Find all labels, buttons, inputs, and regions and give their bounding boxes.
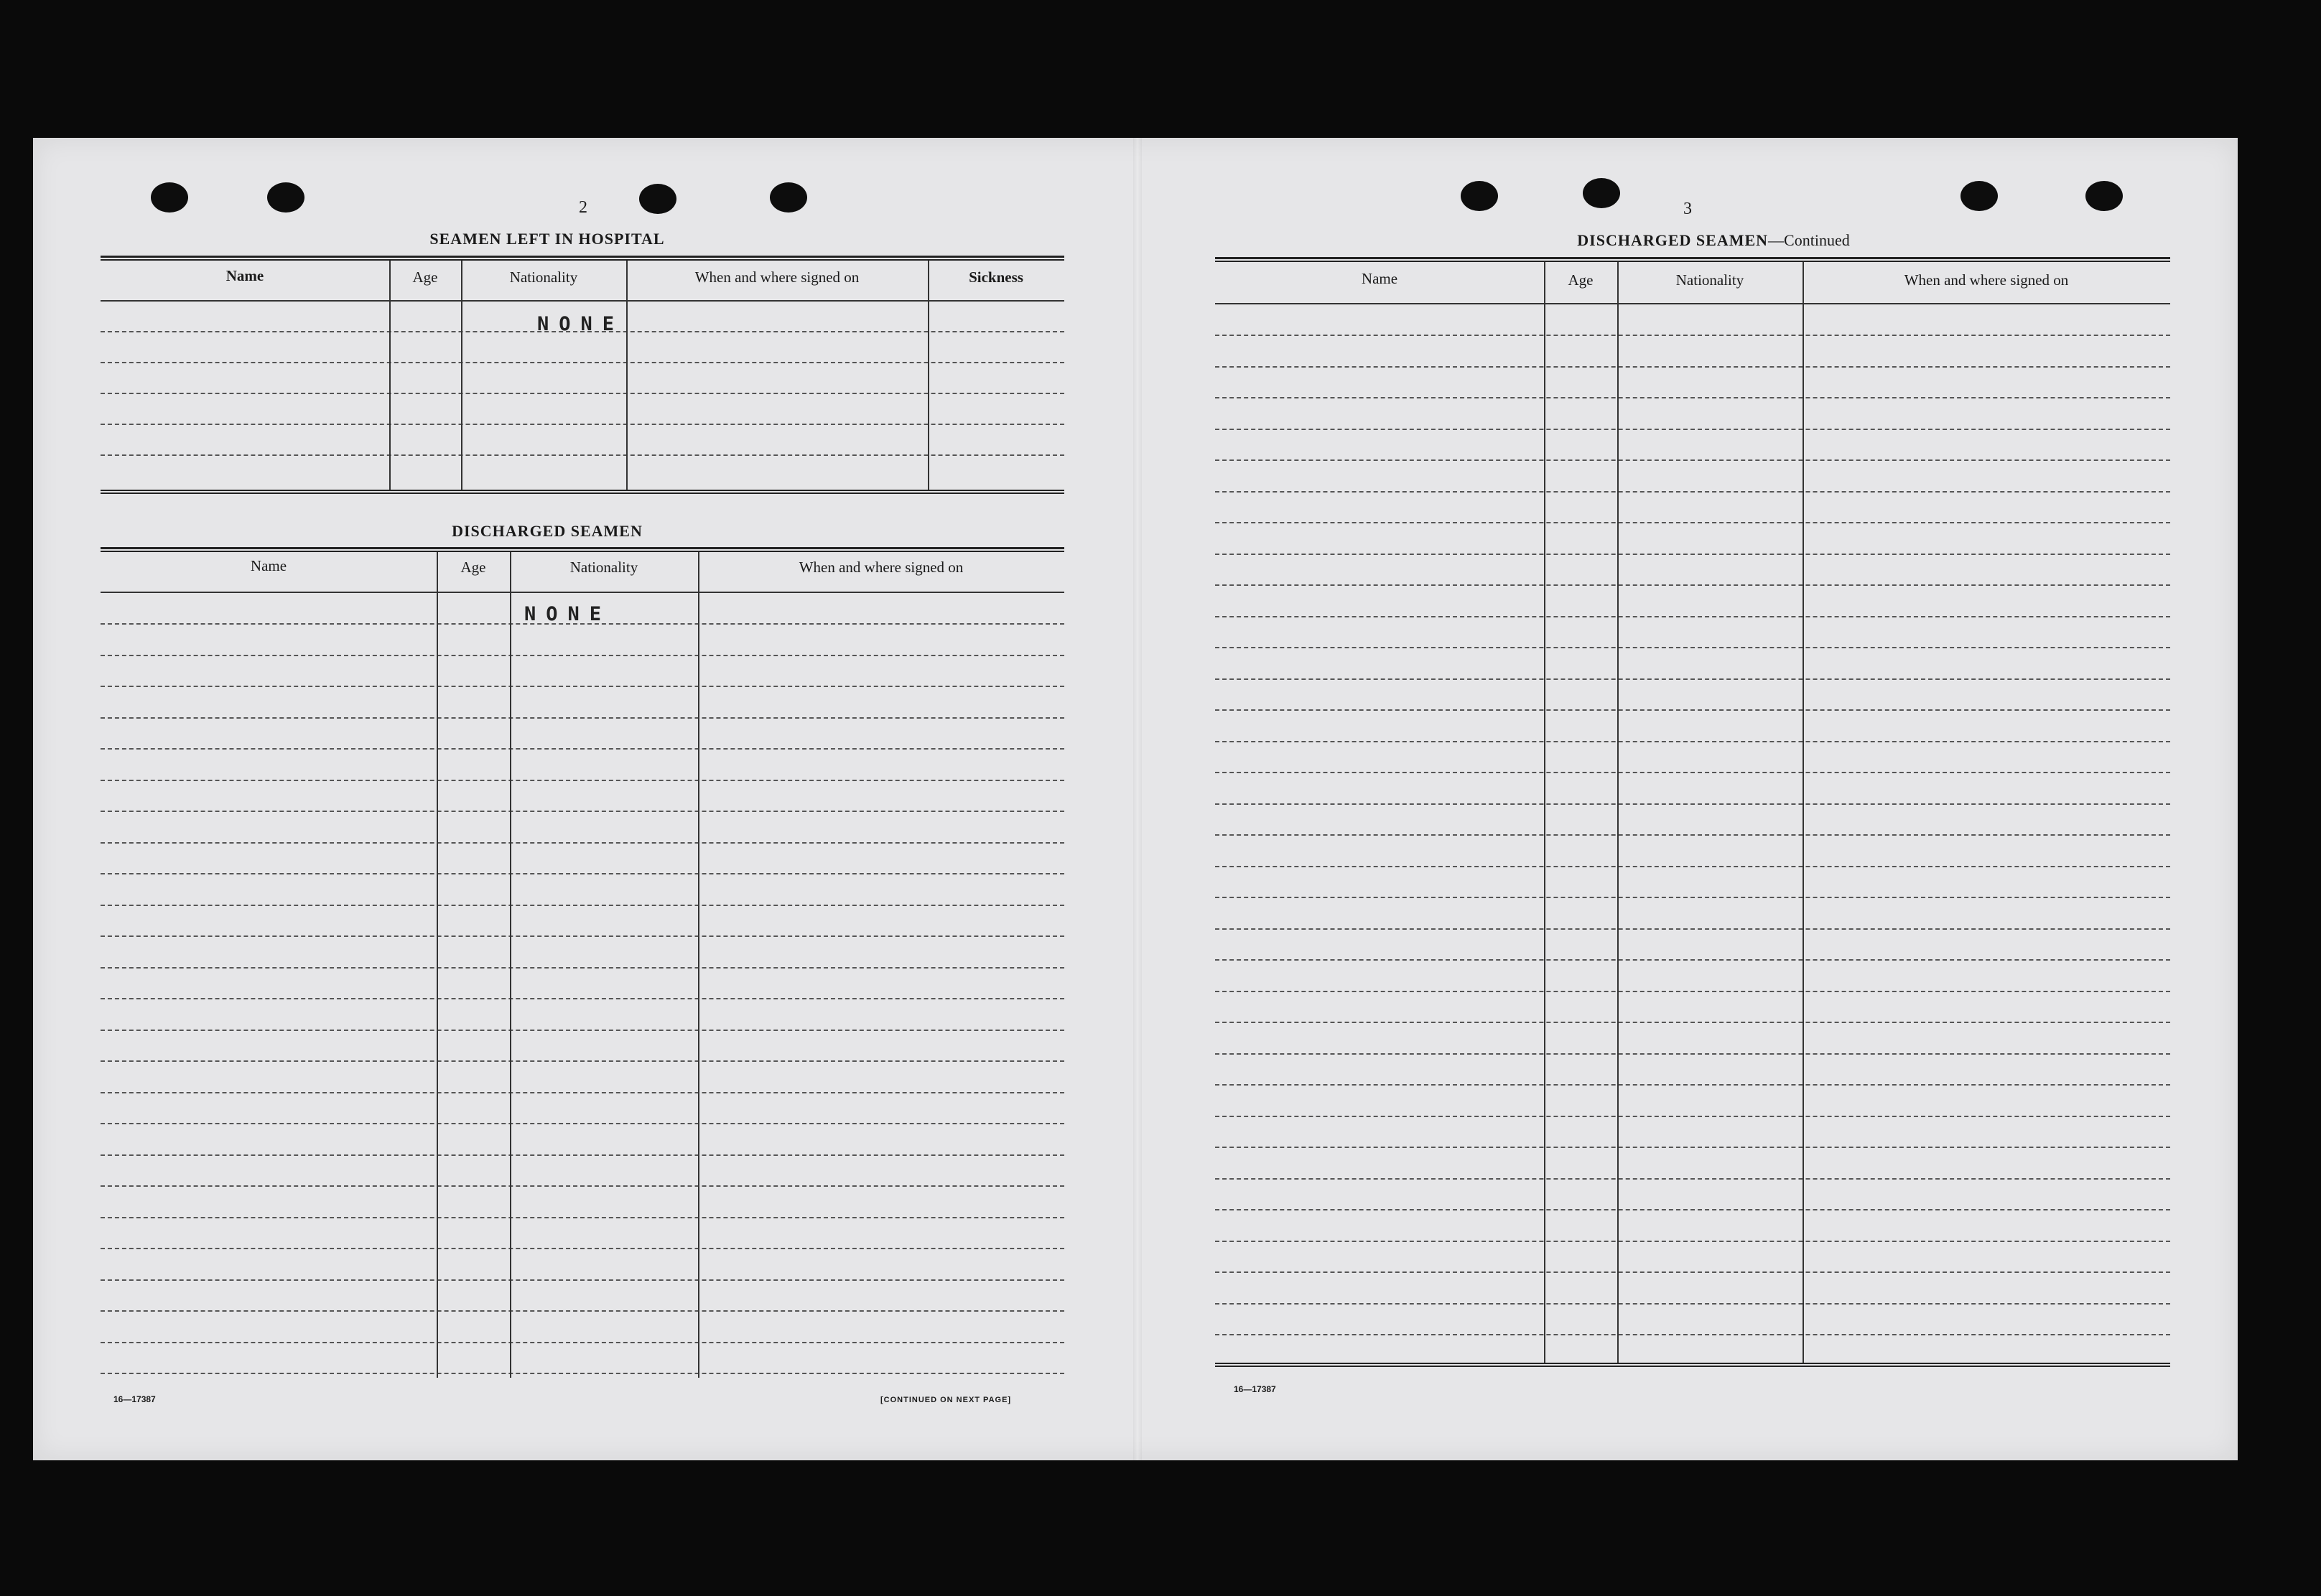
table-row — [1215, 678, 2170, 680]
table-row — [1215, 803, 2170, 805]
table-row — [101, 1342, 1064, 1343]
column-divider — [389, 261, 391, 491]
hospital-section-title: SEAMEN LEFT IN HOSPITAL — [429, 230, 665, 248]
table-row — [101, 1279, 1064, 1281]
table-row — [101, 1248, 1064, 1249]
column-header-age: Age — [1568, 271, 1594, 289]
table-row — [1215, 1334, 2170, 1335]
table-row — [101, 1123, 1064, 1124]
table-row — [1215, 866, 2170, 867]
table-top-rule — [101, 547, 1064, 552]
table-row — [1215, 741, 2170, 742]
table-row — [1215, 928, 2170, 930]
table-row — [1215, 1178, 2170, 1180]
table-row — [1215, 772, 2170, 773]
table-row — [1215, 491, 2170, 493]
column-header-nationality: Nationality — [509, 269, 578, 286]
column-header-sickness: Sickness — [969, 269, 1023, 286]
table-row — [101, 454, 1064, 456]
table-row — [101, 1060, 1064, 1062]
table-row — [1215, 1053, 2170, 1055]
page-fold — [1133, 138, 1142, 1460]
table-row — [1215, 366, 2170, 368]
column-divider — [626, 261, 628, 491]
table-row — [1215, 459, 2170, 461]
table-row — [101, 1310, 1064, 1312]
table-bottom-rule — [1215, 1363, 2170, 1367]
column-divider — [461, 261, 462, 491]
hospital-table — [101, 256, 1064, 500]
discharged-section-title: DISCHARGED SEAMEN — [452, 522, 643, 540]
table-row — [101, 967, 1064, 969]
table-row — [1215, 1116, 2170, 1117]
table-row — [101, 1030, 1064, 1031]
form-number-left: 16—17387 — [113, 1394, 156, 1404]
punch-hole — [770, 182, 807, 213]
table-row — [1215, 584, 2170, 586]
form-number-right: 16—17387 — [1234, 1384, 1276, 1394]
punch-hole — [639, 184, 676, 214]
column-header-nationality: Nationality — [569, 559, 638, 576]
continued-note: [CONTINUED ON NEXT PAGE] — [880, 1396, 1012, 1404]
header-divider — [101, 592, 1064, 593]
page-number-left: 2 — [579, 198, 587, 217]
table-row — [101, 1373, 1064, 1374]
table-row — [1215, 397, 2170, 398]
punch-hole — [1960, 181, 1998, 211]
header-divider — [101, 300, 1064, 302]
table-row — [101, 873, 1064, 874]
table-row — [1215, 1022, 2170, 1023]
table-row — [101, 393, 1064, 394]
column-header-name: Name — [250, 557, 287, 574]
punch-hole — [2085, 181, 2123, 211]
table-row — [1215, 897, 2170, 898]
punch-hole — [267, 182, 304, 213]
column-header-age: Age — [412, 269, 438, 286]
table-row — [101, 811, 1064, 812]
column-divider — [510, 552, 511, 1378]
table-row — [101, 748, 1064, 750]
column-divider — [437, 552, 438, 1378]
column-header-signed-on: When and where signed on — [1904, 271, 2069, 289]
table-top-rule — [101, 256, 1064, 261]
table-row — [101, 780, 1064, 781]
table-row — [1215, 335, 2170, 336]
table-row — [1215, 1241, 2170, 1242]
table-row — [101, 998, 1064, 999]
table-row — [101, 1185, 1064, 1187]
table-bottom-rule — [101, 490, 1064, 494]
table-row — [1215, 709, 2170, 711]
table-row — [101, 686, 1064, 687]
discharged-continued-title — [1211, 231, 2216, 250]
table-row — [1215, 959, 2170, 961]
column-divider — [928, 261, 929, 491]
table-row — [101, 424, 1064, 425]
table-row — [101, 935, 1064, 937]
column-header-signed-on: When and where signed on — [799, 559, 964, 576]
table-row — [1215, 554, 2170, 555]
column-divider — [1617, 262, 1619, 1364]
column-divider — [698, 552, 699, 1378]
table-row — [1215, 616, 2170, 617]
table-row — [1215, 1084, 2170, 1086]
table-row — [101, 1092, 1064, 1093]
document-sheet — [33, 138, 2238, 1460]
table-row — [1215, 1303, 2170, 1305]
typed-entry-none: NONE — [537, 313, 625, 335]
column-header-signed-on: When and where signed on — [694, 269, 860, 286]
column-divider — [1803, 262, 1804, 1364]
table-row — [1215, 429, 2170, 430]
table-row — [1215, 1209, 2170, 1210]
table-row — [1215, 1147, 2170, 1148]
column-header-name: Name — [1361, 270, 1398, 287]
table-row — [1215, 834, 2170, 836]
table-row — [101, 717, 1064, 719]
column-header-nationality: Nationality — [1675, 271, 1744, 289]
page-number-right: 3 — [1683, 200, 1692, 218]
header-divider — [1215, 303, 2170, 304]
punch-hole — [151, 182, 188, 213]
table-row — [1215, 522, 2170, 523]
table-row — [101, 1154, 1064, 1156]
table-row — [1215, 991, 2170, 992]
table-row — [1215, 647, 2170, 648]
discharged-table — [101, 547, 1064, 1386]
punch-hole — [1583, 178, 1620, 208]
table-row — [101, 362, 1064, 363]
table-row — [101, 905, 1064, 906]
typed-entry-none: NONE — [524, 603, 612, 625]
punch-hole — [1461, 181, 1498, 211]
table-row — [1215, 1271, 2170, 1273]
discharged-continued-label: DISCHARGED SEAMEN — [1577, 231, 1769, 249]
discharged-continued-table — [1215, 257, 2170, 1377]
column-header-age: Age — [460, 559, 486, 576]
column-header-name: Name — [225, 267, 264, 284]
continued-suffix: —Continued — [1768, 231, 1850, 249]
table-row — [101, 842, 1064, 844]
table-row — [101, 655, 1064, 656]
table-top-rule — [1215, 257, 2170, 262]
column-divider — [1544, 262, 1545, 1364]
table-row — [101, 1217, 1064, 1218]
